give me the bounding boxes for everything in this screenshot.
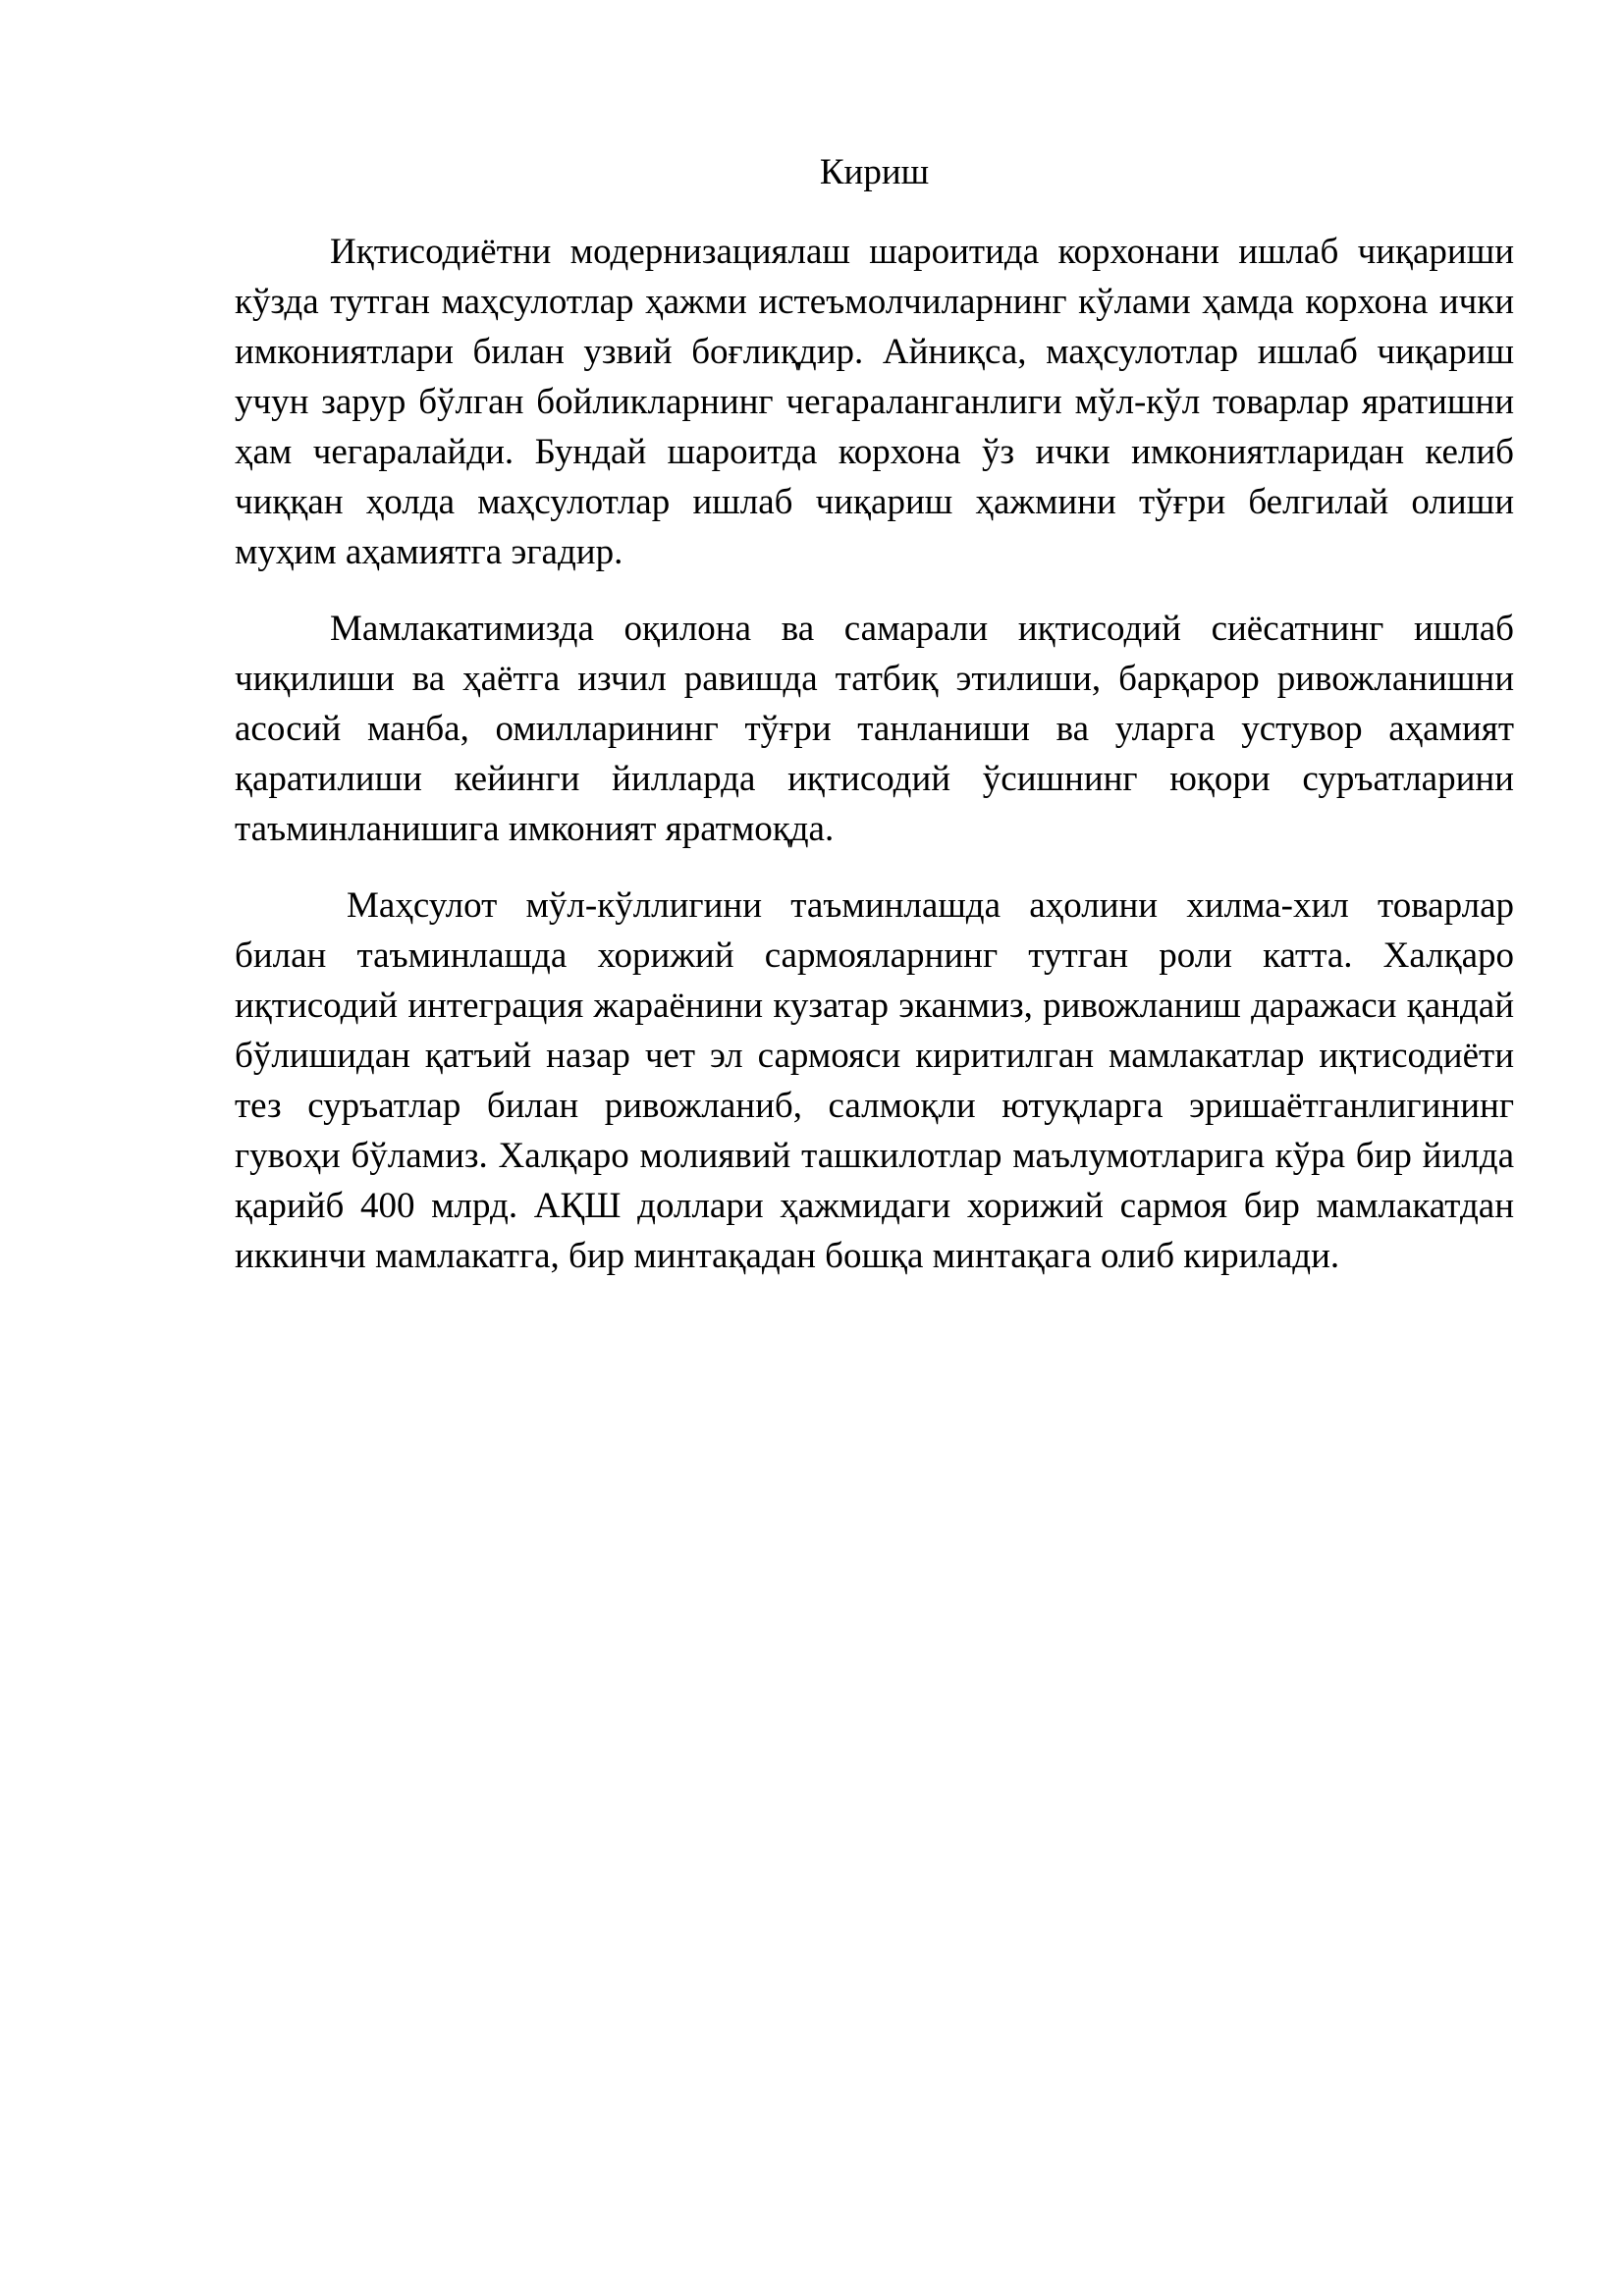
- paragraph-2: Мамлакатимизда оқилона ва самарали иқтисодий сиёсатнинг ишлаб чиқилиши ва ҳаётга изчил равишда татбиқ этилиши, барқарор ривожланишни асосий манба, омилларининг тўғри танланиши ва уларга устувор аҳамият қаратилиши кейинги йилларда иқтисодий ўсишнинг юқори суръатларини таъминланишига имконият яратмоқда.: [235, 609, 1514, 849]
- page-title: Кириш: [819, 152, 930, 192]
- paragraph-1: Иқтисодиётни модернизациялаш шароитида корхонани ишлаб чиқариши кўзда тутган маҳсулотлар ҳажми истеъмолчиларнинг кўлами ҳамда корхона ички имкониятлари билан узвий боғлиқдир. Айниқса, маҳсулотлар ишлаб чиқариш учун зарур бўлган бойликларнинг чегараланганлиги мўл-кўл товарлар яратишни ҳам чегаралайди. Бундай шароитда корхона ўз ички имкониятларидан келиб чиққан ҳолда маҳсулотлар ишлаб чиқариш ҳажмини тўғри белгилай олиши муҳим аҳамиятга эгадир.: [235, 232, 1514, 572]
- paragraph-3: Маҳсулот мўл-кўллигини таъминлашда аҳолини хилма-хил товарлар билан таъминлашда хорижий сармояларнинг тутган роли катта. Халқаро иқтисодий интеграция жараёнини кузатар эканмиз, ривожланиш даражаси қандай бўлишидан қатъий назар чет эл сармояси киритилган мамлакатлар иқтисодиёти тез суръатлар билан ривожланиб, салмоқли ютуқларга эришаётганлигининг гувоҳи бўламиз. Халқаро молиявий ташкилотлар маълумотларига кўра бир йилда қарийб 400 млрд. АҚШ доллари ҳажмидаги хорижий сармоя бир мамлакатдан иккинчи мамлакатга, бир минтақадан бошқа минтақага олиб кирилади.: [235, 885, 1514, 1276]
- document-body: [235, 147, 1514, 1281]
